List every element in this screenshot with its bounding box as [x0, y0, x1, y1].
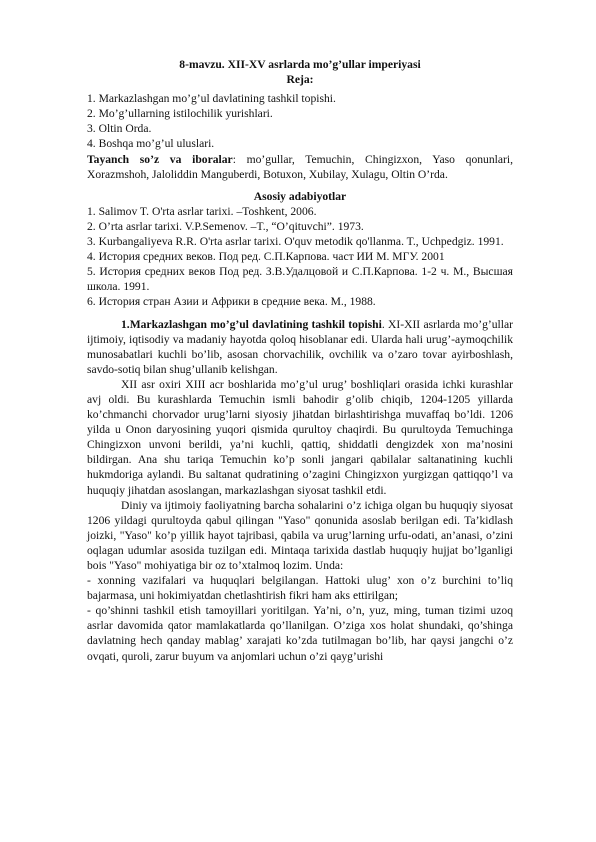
- plan-item: 2. Mo’g’ullarning istilochilik yurishlari.: [87, 107, 273, 121]
- literature-list: [87, 204, 513, 310]
- literature-item: 3. Kurbangaliyeva R.R. O'rta asrlar tarixi. O'quv metodik qo'llanma. T., Uchpedgiz. 1991.: [87, 235, 504, 249]
- plan-heading: Reja:: [286, 73, 314, 87]
- list-item: - qo’shinni tashkil etish tamoyillari yoritilgan. Ya’ni, o’n, yuz, ming, tuman tizimi uzoq asrlar davomida qator mamlakatlarda qo’llanilgan. O’ziga xos holat shundaki, qo’shinga davlatning hech qanday mablag’ xarajati ko’zda tutilmagan bo’lib, har qaysi jangchi o’z ovqati, quroli, zarur buyum va anjomlari uchun o’zi qayg’urishi: [87, 604, 513, 663]
- section-heading: 1.Markazlashgan mo’g’ul davlatining tashkil topishi: [121, 317, 382, 331]
- list-item: - xonning vazifalari va huquqlari belgilangan. Hattoki ulug’ xon o’z burchini to’liq bajarmasa, uni hokimiyatdan chetlashtirish fikri ham aks ettirilgan;: [87, 574, 513, 603]
- literature-item: 2. O’rta asrlar tarixi. V.P.Semenov. –T., “O’qituvchi”. 1973.: [87, 219, 364, 233]
- section-text: . XI-XII asrlarda mo’g’ullar ijtimoiy, iqtisodiy va madaniy hayotda qoloq hisoblanar edi. Ularda hali urug’-aymoqchilik munosabatlari kuchli bo’lib, asosan chorvachilik, ovchilik va o’zaro tovar ayirboshlash, savdo-sotiq bilan shug’ullanib kelishgan.: [87, 317, 513, 376]
- body-paragraph: Diniy va ijtimoiy faoliyatning barcha sohalarini o’z ichiga olgan bu huquqiy siyosat 1206 yildagi qurultoyda qabul qilingan "Yaso" qonunida asoslab berilgan edi. Ta’kidlash joizki, "Yaso" ko’p yillik hayot tajribasi, qabila va urug’larning urfu-odati, an’anasi, o’zini oqlagan udumlar asosida tuzilgan edi. Mintaqa tarixida dastlab huquqiy hujjat bo’lganligi bois "Yaso" mohiyatiga bir oz to’xtalmoq lozim. Unda:: [87, 498, 513, 572]
- document-body: [87, 57, 513, 664]
- keywords-text: : mo’gullar, Temuchin, Chingizxon, Yaso qonunlari, Xorazmshoh, Jaloliddin Manguberdi, Botuxon, Xubilay, Xulagu, Oltin O’rda.: [87, 152, 513, 181]
- page-title: 8-mavzu. XII-XV asrlarda mo’g’ullar imperiyasi: [179, 58, 421, 71]
- keywords-label: Tayanch so’z va iboralar: [87, 152, 233, 166]
- section-paragraph: [87, 317, 513, 377]
- literature-item: 5. История средних веков Под ред. З.В.Удалцовой и С.П.Карпова. 1-2 ч. М., Высшая школа. 1991.: [87, 265, 513, 294]
- keywords-paragraph: [87, 152, 513, 182]
- plan-item: 1. Markazlashgan mo’g’ul davlatining tashkil topishi.: [87, 92, 336, 106]
- plan-item: 3. Oltin Orda.: [87, 122, 152, 136]
- plan-list: [87, 91, 513, 151]
- literature-item: 1. Salimov T. O'rta asrlar tarixi. –Toshkent, 2006.: [87, 204, 317, 218]
- literature-heading: Asosiy adabiyotlar: [253, 189, 347, 203]
- body-paragraph: XII asr oxiri XIII acr boshlarida mo’g’ul urug’ boshliqlari orasida ichki kurashlar avj oldi. Bu kurashlarda Temuchin ismli bahodir g’olib chiqib, 1204-1205 yillarda ko’chmanchi chorvador urug’larni siyosiy jihatdan birlashtirishga muvaffaq bo’ldi. 1206 yilda u Onon daryosining yuqori qismida qurultoy chaqirdi. Bu qurultoyda Temuchinga Chingizxon unvoni berildi, ya’ni kuchli, qattiq, shiddatli dengizdek xon ma’nosini bildirgan. Ana shu tariqa Temuchin ko’p sonli jangari qabilalar saltanatining kuchli hukmdoriga aylandi. Bu saltanat qudratining o’zagini Chingizxon yurgizgan qattiqqo’l va huquqiy jihatdan asoslangan, markazlashgan siyosat tashkil etdi.: [87, 377, 513, 497]
- literature-item: 6. История стран Азии и Африки в средние века. М., 1988.: [87, 295, 376, 309]
- plan-item: 4. Boshqa mo’g’ul uluslari.: [87, 137, 215, 151]
- literature-item: 4. История средних веков. Под ред. С.П.Карпова. част ИИ М. МГУ. 2001: [87, 250, 445, 264]
